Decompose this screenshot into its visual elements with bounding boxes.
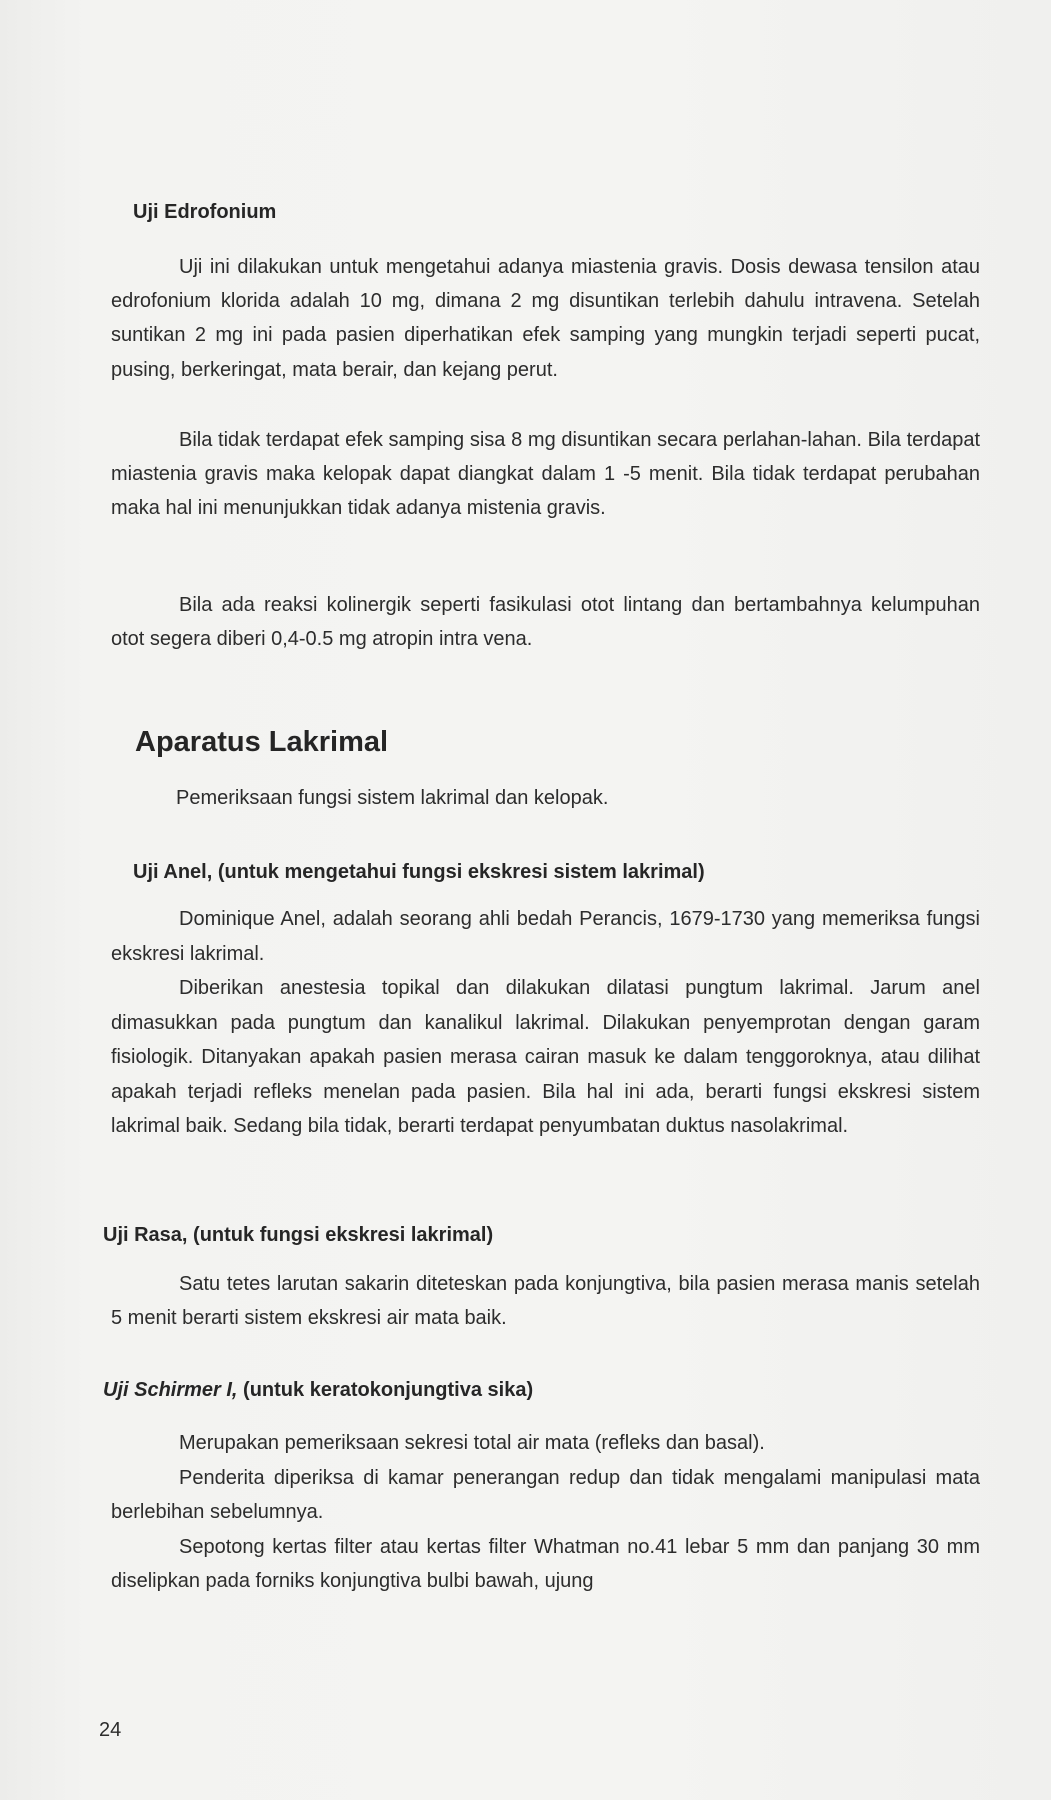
heading-italic-part: Uji Schirmer I, — [103, 1379, 238, 1401]
paragraph-edrofonium-reaction — [111, 588, 980, 656]
heading-uji-edrofonium: Uji Edrofonium — [133, 201, 277, 223]
page-number: 24 — [99, 1719, 122, 1741]
paragraph-rasa — [111, 1267, 980, 1335]
paragraph-schirmer-procedure — [111, 1530, 980, 1598]
paragraph-schirmer-definition — [111, 1426, 980, 1460]
paragraph-text: Bila tidak terdapat efek samping sisa 8 mg disuntikan secara perlahan-lahan. Bila terdapat miastenia gravis maka kelopak dapat diangkat dalam 1 -5 menit. Bila tidak terdapat perubahan maka hal ini menunjukkan tidak adanya mistenia gravis. — [111, 429, 980, 520]
paragraph-text: Penderita diperiksa di kamar penerangan redup dan tidak mengalami manipulasi mata berlebihan sebelumnya. — [111, 1467, 980, 1524]
heading-uji-anel: Uji Anel, (untuk mengetahui fungsi ekskresi sistem lakrimal) — [133, 861, 705, 883]
paragraph-text: Diberikan anestesia topikal dan dilakukan dilatasi pungtum lakrimal. Jarum anel dimasukkan pada pungtum dan kanalikul lakrimal. Dilakukan penyemprotan dengan garam fisiologik. Ditanyakan apakah pasien merasa cairan masuk ke dalam tenggoroknya, atau dilihat apakah terjadi refleks menelan pada pasien. Bila hal ini ada, berarti fungsi ekskresi sistem lakrimal baik. Sedang bila tidak, berarti terdapat penyumbatan duktus nasolakrimal. — [111, 977, 980, 1137]
heading-uji-rasa: Uji Rasa, (untuk fungsi ekskresi lakrimal) — [103, 1224, 494, 1246]
paragraph-edrofonium-dosage — [111, 423, 980, 526]
paragraph-anel-procedure — [111, 971, 980, 1144]
heading-rest-part: (untuk keratokonjungtiva sika) — [237, 1379, 534, 1401]
paragraph-text: Merupakan pemeriksaan sekresi total air mata (refleks dan basal). — [179, 1432, 765, 1454]
paragraph-text: Sepotong kertas filter atau kertas filter Whatman no.41 lebar 5 mm dan panjang 30 mm diselipkan pada forniks konjungtiva bulbi bawah, ujung — [111, 1536, 980, 1593]
paragraph-schirmer-patient — [111, 1461, 980, 1529]
paragraph-text: Uji ini dilakukan untuk mengetahui adanya miastenia gravis. Dosis dewasa tensilon atau edrofonium klorida adalah 10 mg, dimana 2 mg disuntikan terlebih dahulu intravena. Setelah suntikan 2 mg ini pada pasien diperhatikan efek samping yang mungkin terjadi seperti pucat, pusing, berkeringat, mata berair, dan kejang perut. — [111, 256, 980, 381]
paragraph-lakrimal-lead: Pemeriksaan fungsi sistem lakrimal dan kelopak. — [176, 787, 609, 809]
paragraph-edrofonium-intro — [111, 250, 980, 387]
paragraph-anel-intro — [111, 902, 980, 971]
paragraph-text: Bila ada reaksi kolinergik seperti fasikulasi otot lintang dan bertambahnya kelumpuhan otot segera diberi 0,4-0.5 mg atropin intra vena. — [111, 594, 980, 651]
heading-aparatus-lakrimal: Aparatus Lakrimal — [135, 726, 389, 758]
paragraph-text: Satu tetes larutan sakarin diteteskan pada konjungtiva, bila pasien merasa manis setelah 5 menit berarti sistem ekskresi air mata baik. — [111, 1273, 980, 1330]
paragraph-text: Dominique Anel, adalah seorang ahli bedah Perancis, 1679-1730 yang memeriksa fungsi ekskresi lakrimal. — [111, 908, 980, 965]
heading-uji-schirmer — [103, 1378, 533, 1402]
